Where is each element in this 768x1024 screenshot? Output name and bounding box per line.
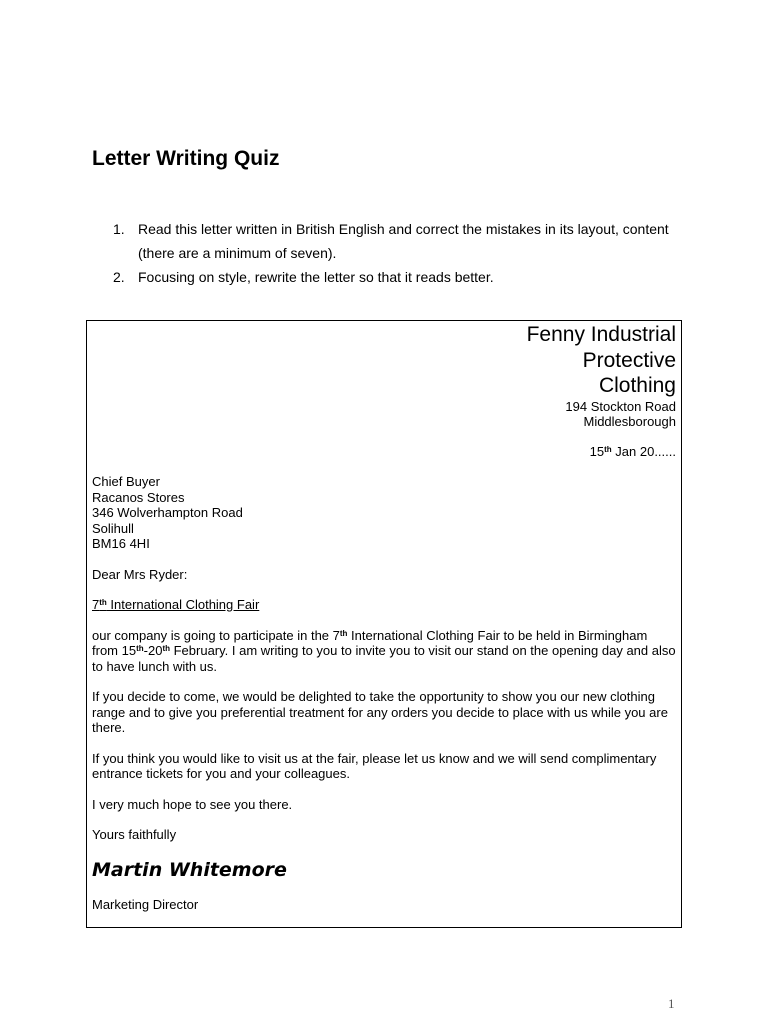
date-day-suffix: th [604,444,612,454]
company-name [527,322,676,399]
sender-town: Middlesborough [583,414,676,429]
subject-number: 7 [92,597,100,612]
recipient-line: Racanos Stores [92,489,185,505]
company-name-line: Fenny Industrial [526,323,676,346]
sender-street: 194 Stockton Road [565,398,676,414]
subject-line [92,597,676,613]
recipient-line: Solihull [92,520,134,536]
instruction-item [113,265,693,289]
paragraph-text: our company is going to participate in the 7 [92,627,340,643]
paragraph-text: February. I am writing to you to invite you to visit our stand on the opening day and also to have lunch with us. [92,643,676,674]
paragraph-4: I very much hope to see you there. [92,796,293,812]
recipient-line: 346 Wolverhampton Road [92,505,243,520]
paragraph-1 [92,628,676,675]
ordinal-suffix: th [136,644,144,653]
recipient-line: BM16 4HI [92,536,150,551]
instructions-list [113,217,693,289]
signature: Martin Whitemore [92,858,287,881]
signatory-title: Marketing Director [92,896,199,912]
recipient-address [92,474,676,552]
ordinal-suffix: th [162,644,170,653]
paragraph-3: If you think you would like to visit us at the fair, please let us know and we will send complimentary entrance tickets for you and your colleagues. [92,750,657,781]
instruction-item [113,217,693,265]
letter-body [92,474,676,927]
date-rest: Jan 20...... [611,443,676,459]
paragraph-2: If you decide to come, we would be delighted to take the opportunity to show you our new clothing range and to give you preferential treatment for any orders you decide to place with us while you are there. [92,689,668,735]
letter-box [86,320,682,928]
salutation: Dear Mrs Ryder: [92,566,188,582]
letter-date [527,444,676,460]
subject-suffix: th [99,598,107,607]
page-number: 1 [668,996,675,1011]
paragraph-text: -20 [143,643,163,658]
subject-text: International Clothing Fair [106,597,260,612]
sender-block [527,322,676,459]
instruction-text: Focusing on style, rewrite the letter so that it reads better. [138,269,494,285]
ordinal-suffix: th [339,628,348,638]
company-name-line: Clothing [598,374,676,397]
date-day: 15 [589,443,605,459]
closing: Yours faithfully [92,827,177,842]
instruction-number: 1. [113,221,125,237]
company-name-line: Protective [582,348,676,372]
instruction-number: 2. [113,269,125,285]
recipient-line: Chief Buyer [92,474,160,489]
paragraph-text: International Clothing Fair to be held in Birmingham from 15 [92,627,648,658]
page-title: Letter Writing Quiz [92,147,280,170]
instruction-text: Read this letter written in British English and correct the mistakes in its layout, content (there are a minimum of seven). [138,221,669,261]
